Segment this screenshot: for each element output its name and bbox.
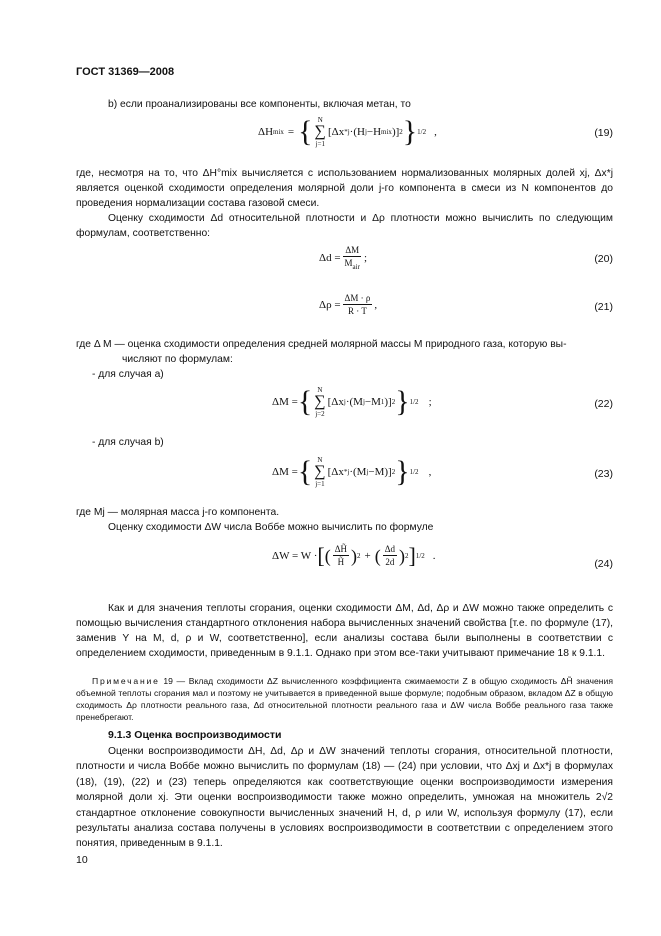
sigma-symbol: ∑ xyxy=(314,463,326,480)
f21-denominator: R · T xyxy=(348,306,367,316)
f21-numerator: ΔM · ρ xyxy=(344,293,371,303)
paragraph-case-b: b) если проанализированы все компоненты, включая метан, то xyxy=(108,99,411,110)
note-text: 19 — Вклад сходимости ΔZ вычисленного коэффициента сжимаемости Z в общую сходимость ΔH̃ значения объемной теплоты сгорания мал и поэтому не учитывается в приведенной выше формуле; подобным образом, вкладом ΔZ в общую сходимость Δρ плотности реального газа, Δd относительной плотности реального газа и ΔW числа Воббе реального газа также пренебрегают. xyxy=(76,676,613,722)
f23-tail: , xyxy=(428,466,432,478)
f24-bracket-left: [ xyxy=(317,542,325,568)
f23-body: [Δx xyxy=(327,466,344,478)
f22-body-sub: j xyxy=(343,398,346,406)
f19-sum-top: N xyxy=(317,116,323,124)
formula-19 xyxy=(258,116,437,148)
paragraph-mj-def: где Mj — молярная масса j-го компонента. xyxy=(76,507,280,518)
f24-square-1: 2 xyxy=(356,551,361,560)
f20-numerator: ΔM xyxy=(345,245,360,255)
f20-lhs: Δd = xyxy=(319,252,341,264)
equation-number-23: (23) xyxy=(594,468,613,480)
f23-star: * xyxy=(343,468,348,476)
f23-square: 2 xyxy=(391,468,396,476)
page-number: 10 xyxy=(76,854,88,866)
f19-star: * xyxy=(344,128,348,136)
f22-body-minus: −M xyxy=(364,396,381,408)
paragraph-density-intro: Оценку сходимости Δd относительной плотности и Δρ плотности можно вычислить по следующим формулам, соответственно: xyxy=(76,213,613,239)
f19-comma: , xyxy=(434,126,437,138)
f22-exponent: 1/2 xyxy=(409,398,419,406)
sigma-symbol: ∑ xyxy=(314,123,326,140)
f19-body-sub: j xyxy=(347,128,350,136)
f24-paren2-left: ( xyxy=(374,545,381,566)
equation-number-19: (19) xyxy=(594,127,613,139)
f23-body-rest: ·(M xyxy=(349,466,367,478)
f19-body-rest: ·(H xyxy=(349,126,365,138)
f23-brace-right: } xyxy=(395,455,410,488)
f24-tail: . xyxy=(432,549,436,562)
f22-brace-left: { xyxy=(297,385,313,418)
f19-body-minus: −H xyxy=(366,126,382,138)
f22-square: 2 xyxy=(391,398,396,406)
paragraph-case-b-label: - для случая b) xyxy=(92,437,164,448)
f22-sum-top: N xyxy=(317,386,323,394)
note-label: Примечание xyxy=(92,676,160,686)
paragraph-reproducibility: Оценки воспроизводимости ΔH, Δd, Δρ и ΔW значений теплоты сгорания, относительной плотности, плотности и числа Воббе можно вычислить по формулам (18) — (24) при условии, что Δxj и Δx*j в формулах (18), (19), (22) и (23) теперь определяются как соответствующие оценки воспроизводимости измерения молярной доли xj. Эти оценки воспроизводимости также можно определить, умножая на множитель 2√2 стандартное отклонение совокупности вычисленных значений H, d, ρ или W, используя формулу (17), если результаты анализа состава получены в условиях воспроизводимости в соответствии с определением этого понятия, приведенным в 9.1.1. xyxy=(76,746,613,850)
f23-sum-bot: j=1 xyxy=(315,480,325,488)
note-19 xyxy=(76,675,613,723)
f24-exponent: 1/2 xyxy=(415,551,425,560)
f24-lhs: ΔW = W · xyxy=(272,549,318,562)
f24-t1-numerator: ΔH̃ xyxy=(334,544,347,554)
f23-sum xyxy=(314,456,325,488)
f22-body-sub3: 1 xyxy=(380,398,385,406)
paragraph-case-a-label: - для случая a) xyxy=(92,369,164,380)
equation-number-22: (22) xyxy=(594,398,613,410)
sigma-symbol: ∑ xyxy=(314,393,326,410)
section-heading-9-1-3: 9.1.3 Оценка воспроизводимости xyxy=(108,729,282,741)
f24-paren2-right: ) xyxy=(399,545,405,566)
f19-body-sub3: mix xyxy=(381,128,392,136)
f19-lhs-sub: mix xyxy=(273,128,284,136)
f24-t2-numerator: Δd xyxy=(384,544,395,554)
f19-square: 2 xyxy=(399,128,403,136)
f19-sum xyxy=(315,116,326,148)
paragraph-wobbe-intro: Оценку сходимости ΔW числа Воббе можно вычислить по формуле xyxy=(108,522,434,533)
paragraph-molar-mass-def: где Δ M — оценка сходимости определения средней молярной массы M природного газа, которую вы- xyxy=(76,339,567,350)
equation-number-20: (20) xyxy=(594,253,613,265)
f22-body: [Δx xyxy=(327,396,344,408)
f22-tail: ; xyxy=(428,396,432,408)
f24-bracket-right: ] xyxy=(408,542,416,568)
formula-20 xyxy=(319,245,367,271)
f20-denominator xyxy=(343,257,362,271)
f19-body-end: )] xyxy=(391,126,400,138)
f23-exponent: 1/2 xyxy=(409,468,419,476)
f19-sum-bot: j=1 xyxy=(315,140,325,148)
f20-den-sub: air xyxy=(352,263,360,271)
f24-paren1-right: ) xyxy=(350,545,357,566)
f22-brace-right: } xyxy=(395,385,410,418)
f24-fraction-2 xyxy=(383,544,397,567)
f22-body-sub2: j xyxy=(362,398,365,406)
equation-number-24: (24) xyxy=(594,558,613,570)
f23-body-minus: −M)] xyxy=(368,466,392,478)
f20-tail: ; xyxy=(363,252,367,264)
paragraph-repeatability-methods: Как и для значения теплоты сгорания, оценки сходимости ΔM, Δd, Δρ и ΔW можно также определить с помощью вычисления стандартного отклонения набора вычисленных значений свойства [т.е. по формуле (17), заменив Y на M, d, ρ и W, соответственно], если анализы состава были выполнены в соответствии с определением сходимости, приведенным в 9.1.1. Однако при этом все-таки учитывают примечание 18 к 9.1.1. xyxy=(76,603,613,659)
paragraph-note-normalization: где, несмотря на то, что ΔH°mix вычисляется с использованием нормализованных молярных долей xj, Δx*j является оценкой сходимости определения молярной доли j-го компонента в смеси из N компонентов до проведения нормализации состава газовой смеси. xyxy=(76,168,613,209)
f19-body: [Δx xyxy=(327,126,345,138)
f22-body-rest: ·(M xyxy=(345,396,363,408)
f24-square-2: 2 xyxy=(405,551,409,560)
f24-t1-denominator: H̃ xyxy=(337,557,345,567)
f19-body-sub2: j xyxy=(364,128,367,136)
f23-brace-left: { xyxy=(297,455,313,488)
f20-fraction xyxy=(343,245,362,271)
f24-t2-denominator: 2d xyxy=(385,557,395,567)
f22-body-end: )] xyxy=(384,396,392,408)
f24-fraction-1 xyxy=(333,544,349,567)
formula-21 xyxy=(319,293,377,316)
f19-lhs: ΔH xyxy=(258,126,274,138)
f21-lhs: Δρ = xyxy=(319,298,341,311)
f19-exponent: 1/2 xyxy=(417,128,427,136)
f24-paren1-left: ( xyxy=(324,545,331,566)
f23-lhs: ΔM = xyxy=(272,466,298,478)
f21-fraction xyxy=(343,293,373,316)
f19-brace-left: { xyxy=(298,115,313,148)
equation-number-21: (21) xyxy=(594,301,613,313)
f19-brace-right: } xyxy=(402,115,418,148)
formula-22 xyxy=(272,386,432,418)
f22-lhs: ΔM = xyxy=(272,396,298,408)
f23-body-sub2: j xyxy=(366,468,369,476)
document-header: ГОСТ 31369—2008 xyxy=(76,66,175,78)
f19-eq: = xyxy=(287,126,295,138)
f23-body-sub: j xyxy=(347,468,350,476)
f22-sum xyxy=(314,386,325,418)
f21-tail: , xyxy=(374,298,378,311)
formula-24 xyxy=(272,544,436,567)
formula-23 xyxy=(272,456,431,488)
f20-den-text: M xyxy=(344,258,353,268)
f24-plus: + xyxy=(364,549,371,562)
paragraph-molar-mass-def-cont: числяют по формулам: xyxy=(122,354,233,365)
f22-sum-bot: j=2 xyxy=(315,410,325,418)
f23-sum-top: N xyxy=(317,456,323,464)
